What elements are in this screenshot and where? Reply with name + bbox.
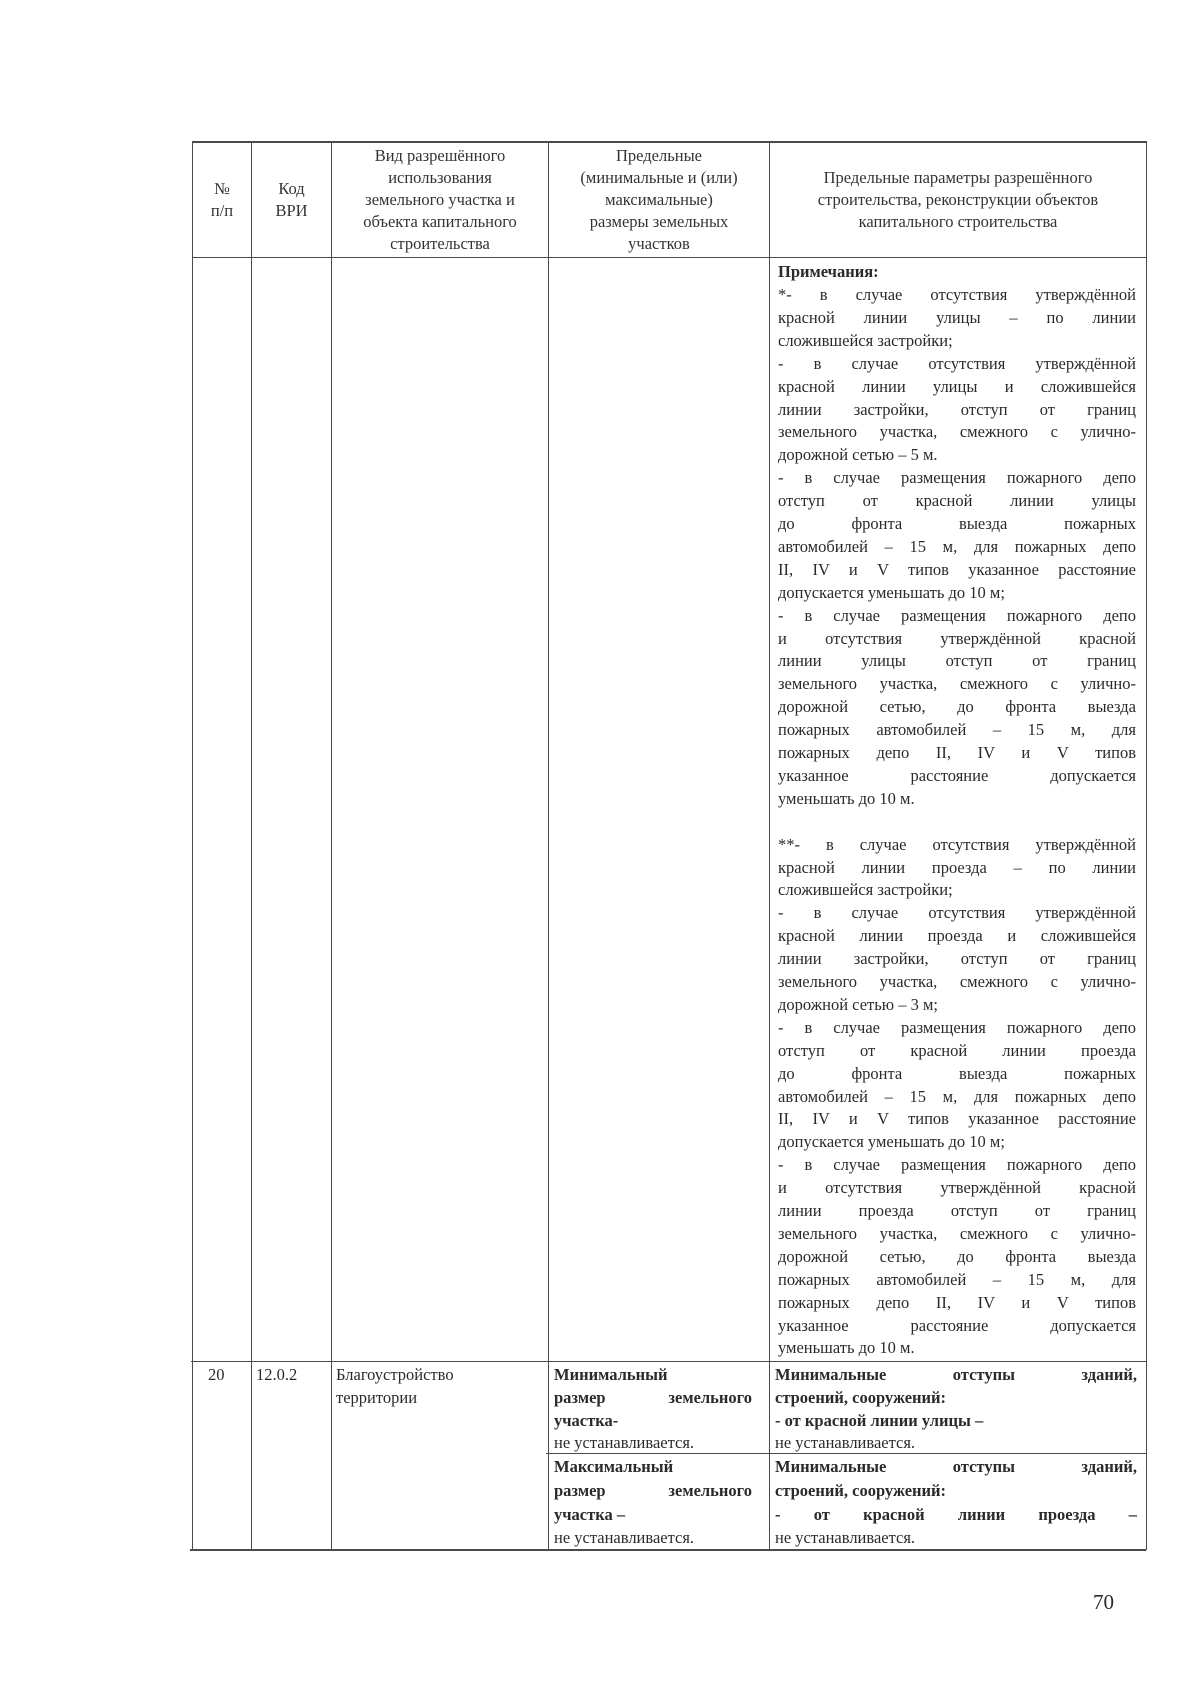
notes-line: линии застройки, отступ от границ: [778, 949, 1136, 968]
street-setback-value: не устанавливается.: [775, 1433, 916, 1452]
notes-line: земельного участка, смежного с улично-: [778, 972, 1136, 991]
header-vri-line-3: земельного участка и: [365, 190, 515, 209]
header-vri-line-5: строительства: [390, 234, 490, 253]
row-num: 20: [208, 1365, 225, 1384]
street-setback-line-3: - от красной линии улицы –: [775, 1411, 984, 1430]
notes-line: **- в случае отсутствия утверждённой: [778, 835, 1136, 854]
min-size-line-2: размер земельного: [554, 1388, 752, 1407]
notes-line: красной линии проезда – по линии: [778, 858, 1136, 877]
row-code: 12.0.2: [256, 1365, 298, 1384]
notes-line: до фронта выезда пожарных: [778, 514, 1136, 533]
notes-line: указанное расстояние допускается: [778, 1316, 1136, 1335]
notes-line: красной линии улицы и сложившейся: [778, 377, 1136, 396]
notes-line: - в случае отсутствия утверждённой: [778, 354, 1136, 373]
max-size-line-3: участка –: [554, 1505, 626, 1524]
notes-line: линии проезда отступ от границ: [778, 1201, 1136, 1220]
header-vri-line-4: объекта капитального: [363, 212, 517, 231]
header-num-line-2: п/п: [210, 201, 234, 220]
notes-line: - в случае размещения пожарного депо: [778, 468, 1136, 487]
notes-line: указанное расстояние допускается: [778, 766, 1136, 785]
road-setback-line-1: Минимальные отступы зданий,: [775, 1457, 1137, 1476]
notes-line: пожарных депо II, IV и V типов: [778, 743, 1136, 762]
street-setback-line-1: Минимальные отступы зданий,: [775, 1365, 1137, 1384]
notes-line: уменьшать до 10 м.: [778, 789, 915, 808]
row-vri-line-2: территории: [336, 1388, 418, 1407]
road-setback-line-2: строений, сооружений:: [775, 1481, 947, 1500]
notes-line: отступ от красной линии проезда: [778, 1041, 1136, 1060]
header-code-line-1: Код: [278, 179, 305, 198]
header-sizes-line-4: размеры земельных: [589, 212, 729, 231]
header-num-line-1: №: [214, 179, 230, 198]
header-params-line-1: Предельные параметры разрешённого: [823, 168, 1093, 187]
notes-line: - в случае размещения пожарного депо: [778, 1018, 1136, 1037]
header-sizes-line-2: (минимальные и (или): [580, 168, 738, 187]
header-sizes-line-5: участков: [628, 234, 690, 253]
notes-line: дорожной сетью, до фронта выезда: [778, 1247, 1136, 1266]
road-setback-line-3: - от красной линии проезда –: [775, 1505, 1137, 1524]
notes-line: и отсутствия утверждённой красной: [778, 629, 1136, 648]
notes-line: земельного участка, смежного с улично-: [778, 1224, 1136, 1243]
header-params-line-2: строительства, реконструкции объектов: [817, 190, 1099, 209]
notes-line: линии улицы отступ от границ: [778, 651, 1136, 670]
notes-line: автомобилей – 15 м, для пожарных депо: [778, 537, 1136, 556]
notes-line: дорожной сетью – 5 м.: [778, 445, 938, 464]
notes-title: Примечания:: [778, 262, 879, 281]
notes-line: допускается уменьшать до 10 м;: [778, 583, 1005, 602]
notes-line: уменьшать до 10 м.: [778, 1338, 915, 1357]
row-vri-line-1: Благоустройство: [336, 1365, 454, 1384]
notes-line: - в случае отсутствия утверждённой: [778, 903, 1136, 922]
notes-line: пожарных автомобилей – 15 м, для: [778, 720, 1136, 739]
notes-line: земельного участка, смежного с улично-: [778, 674, 1136, 693]
max-size-value: не устанавливается.: [554, 1528, 695, 1547]
notes-line: автомобилей – 15 м, для пожарных депо: [778, 1087, 1136, 1106]
notes-line: дорожной сетью – 3 м;: [778, 995, 938, 1014]
road-setback-value: не устанавливается.: [775, 1528, 916, 1547]
header-vri-line-1: Вид разрешённого: [374, 146, 506, 165]
notes-line: пожарных автомобилей – 15 м, для: [778, 1270, 1136, 1289]
notes-line: линии застройки, отступ от границ: [778, 400, 1136, 419]
notes-line: земельного участка, смежного с улично-: [778, 422, 1136, 441]
header-sizes-line-1: Предельные: [616, 146, 702, 165]
min-size-line-3: участка-: [554, 1411, 619, 1430]
notes-line: красной линии улицы – по линии: [778, 308, 1136, 327]
notes-line: и отсутствия утверждённой красной: [778, 1178, 1136, 1197]
header-code-line-2: ВРИ: [275, 201, 308, 220]
notes-line: пожарных депо II, IV и V типов: [778, 1293, 1136, 1312]
notes-line: дорожной сетью, до фронта выезда: [778, 697, 1136, 716]
header-vri-line-2: использования: [388, 168, 492, 187]
notes-line: - в случае размещения пожарного депо: [778, 1155, 1136, 1174]
max-size-line-2: размер земельного: [554, 1481, 752, 1500]
notes-line: допускается уменьшать до 10 м;: [778, 1132, 1005, 1151]
notes-line: отступ от красной линии улицы: [778, 491, 1136, 510]
notes-line: сложившейся застройки;: [778, 331, 953, 350]
street-setback-line-2: строений, сооружений:: [775, 1388, 947, 1407]
notes-line: *- в случае отсутствия утверждённой: [778, 285, 1136, 304]
page-number: 70: [1093, 1590, 1114, 1614]
notes-line: до фронта выезда пожарных: [778, 1064, 1136, 1083]
min-size-value: не устанавливается.: [554, 1433, 695, 1452]
notes-line: II, IV и V типов указанное расстояние: [778, 1109, 1136, 1128]
header-params-line-3: капитального строительства: [858, 212, 1058, 231]
header-sizes-line-3: максимальные): [605, 190, 713, 209]
notes-line: сложившейся застройки;: [778, 880, 953, 899]
notes-line: - в случае размещения пожарного депо: [778, 606, 1136, 625]
max-size-line-1: Максимальный: [554, 1457, 674, 1476]
notes-line: красной линии проезда и сложившейся: [778, 926, 1136, 945]
notes-line: II, IV и V типов указанное расстояние: [778, 560, 1136, 579]
min-size-line-1: Минимальный: [554, 1365, 668, 1384]
